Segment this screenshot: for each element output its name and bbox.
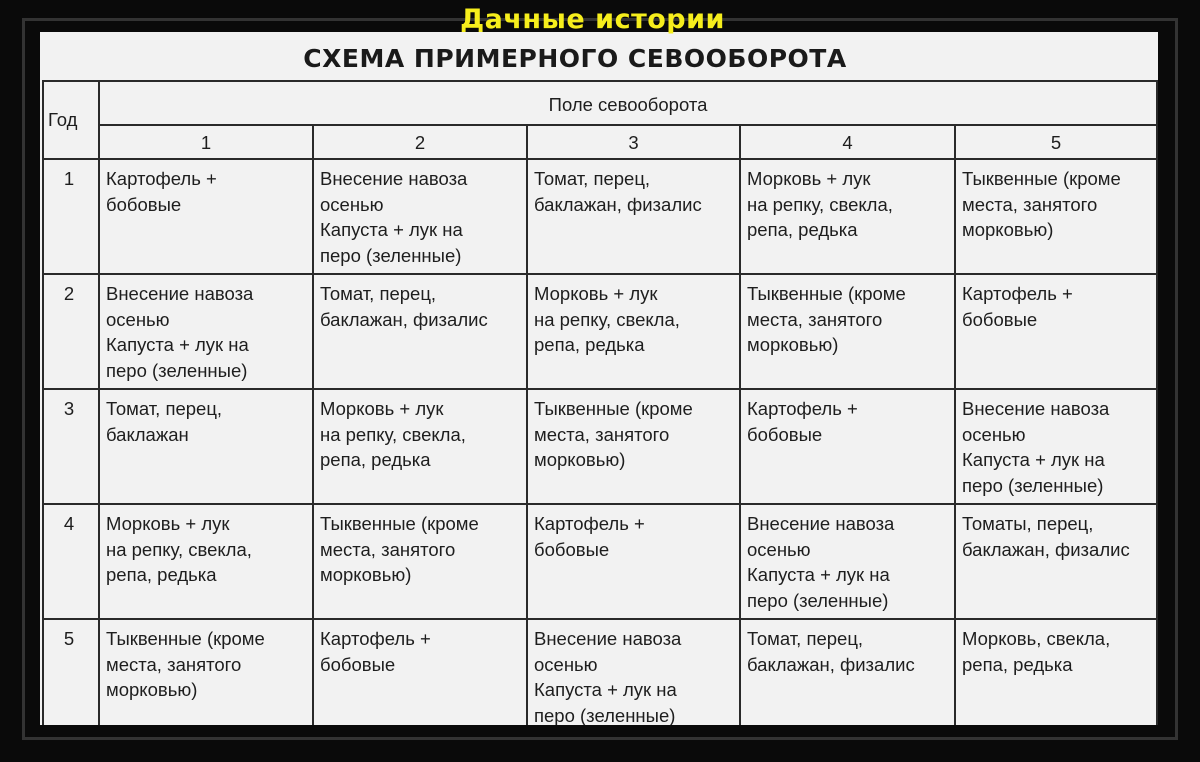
crop-cell-line: Томат, перец,: [747, 628, 864, 649]
crop-cell-line: бобовые: [962, 308, 1038, 330]
crop-cell-line: Картофель +: [534, 513, 645, 534]
crop-cell-line: морковью): [534, 449, 626, 470]
crop-cell-line: морковью): [747, 334, 839, 355]
crop-cell-line: Внесение навоза: [747, 513, 895, 534]
crop-cell-line: осенью: [534, 653, 598, 675]
crop-cell-line: Внесение навоза: [534, 628, 682, 649]
document-title: СХЕМА ПРИМЕРНОГО СЕВООБОРОТА: [303, 44, 847, 73]
field-number-3: 3: [527, 125, 740, 159]
crop-cell-line: Картофель +: [320, 628, 431, 649]
field-number-4: 4: [740, 125, 955, 159]
crop-cell: [99, 619, 313, 725]
year-cell: 5: [43, 619, 99, 725]
crop-cell-line: Морковь + лук: [106, 513, 230, 534]
crop-cell-line: места, занятого: [106, 653, 242, 675]
crop-cell-line: Капуста + лук на: [747, 564, 890, 585]
crop-cell-line: Картофель +: [106, 168, 217, 189]
crop-cell-line: на репку, свекла,: [534, 308, 680, 330]
crop-cell-line: места, занятого: [747, 308, 883, 330]
crop-cell-line: осенью: [747, 538, 811, 560]
crop-cell: [313, 619, 527, 725]
year-cell: 4: [43, 504, 99, 619]
crop-cell: [99, 389, 313, 504]
crop-cell: [955, 274, 1157, 389]
crop-cell: [740, 619, 955, 725]
crop-cell: [955, 504, 1157, 619]
crop-cell: [313, 159, 527, 274]
crop-cell-line: Морковь + лук: [747, 168, 871, 189]
crop-cell-line: Тыквенные (кроме: [320, 513, 479, 534]
crop-cell-line: места, занятого: [962, 193, 1098, 215]
crop-cell-line: бобовые: [106, 193, 182, 215]
crop-cell-line: перо (зеленные): [320, 244, 462, 266]
watermark-title: Дачные истории: [460, 4, 725, 35]
crop-cell: [955, 619, 1157, 725]
crop-cell-line: перо (зеленные): [962, 474, 1104, 496]
crop-cell: [313, 389, 527, 504]
crop-cell-line: Морковь + лук: [534, 283, 658, 304]
crop-cell-line: баклажан, физалис: [534, 193, 702, 215]
crop-cell-line: Томат, перец,: [320, 283, 437, 304]
crop-cell-line: Томат, перец,: [534, 168, 651, 189]
crop-cell-line: бобовые: [320, 653, 396, 675]
crop-cell: [99, 504, 313, 619]
table-row: [43, 504, 1157, 619]
crop-cell-line: на репку, свекла,: [747, 193, 893, 215]
year-cell: 2: [43, 274, 99, 389]
crop-cell: [313, 274, 527, 389]
crop-cell: [527, 389, 740, 504]
crop-cell-line: Тыквенные (кроме: [747, 283, 906, 304]
crop-cell-line: перо (зеленные): [106, 359, 248, 381]
table-row: [43, 389, 1157, 504]
field-column-header: Поле севооборота: [99, 81, 1157, 125]
crop-cell-line: бобовые: [747, 423, 823, 445]
table-row: [43, 619, 1157, 725]
table-row: [43, 274, 1157, 389]
table-row: [43, 159, 1157, 274]
crop-cell-line: баклажан, физалис: [747, 653, 915, 675]
crop-cell-line: Внесение навоза: [320, 168, 468, 189]
crop-cell-line: на репку, свекла,: [320, 423, 466, 445]
crop-cell-line: Морковь + лук: [320, 398, 444, 419]
crop-cell-line: репа, редька: [534, 334, 645, 355]
year-cell: 1: [43, 159, 99, 274]
crop-cell-line: баклажан, физалис: [962, 538, 1130, 560]
crop-cell: [527, 274, 740, 389]
crop-cell-line: осенью: [106, 308, 170, 330]
crop-cell-line: репа, редька: [747, 219, 858, 240]
crop-cell-line: Тыквенные (кроме: [962, 168, 1121, 189]
crop-cell: [955, 159, 1157, 274]
crop-cell: [740, 274, 955, 389]
crop-cell: [955, 389, 1157, 504]
crop-cell-line: осенью: [962, 423, 1026, 445]
field-number-5: 5: [955, 125, 1157, 159]
crop-cell-line: Тыквенные (кроме: [106, 628, 265, 649]
crop-cell: [313, 504, 527, 619]
crop-cell-line: морковью): [106, 679, 198, 700]
field-number-2: 2: [313, 125, 527, 159]
crop-cell: [740, 389, 955, 504]
crop-cell-line: Капуста + лук на: [106, 334, 249, 355]
crop-cell-line: перо (зеленные): [534, 704, 676, 725]
crop-cell-line: места, занятого: [320, 538, 456, 560]
crop-cell-line: репа, редька: [106, 564, 217, 585]
crop-rotation-table: [42, 80, 1158, 725]
crop-cell-line: Томаты, перец,: [962, 513, 1094, 534]
year-cell: 3: [43, 389, 99, 504]
crop-cell-line: перо (зеленные): [747, 589, 889, 611]
crop-cell: [740, 159, 955, 274]
crop-cell: [527, 619, 740, 725]
crop-cell-line: на репку, свекла,: [106, 538, 252, 560]
crop-cell: [99, 159, 313, 274]
crop-cell-line: морковью): [962, 219, 1054, 240]
crop-cell-line: Морковь, свекла,: [962, 628, 1111, 649]
crop-cell-line: Внесение навоза: [106, 283, 254, 304]
table-body: [43, 159, 1157, 725]
crop-cell-line: места, занятого: [534, 423, 670, 445]
crop-cell-line: баклажан, физалис: [320, 308, 488, 330]
crop-cell: [527, 159, 740, 274]
crop-cell-line: Капуста + лук на: [962, 449, 1105, 470]
crop-cell: [99, 274, 313, 389]
crop-cell-line: Внесение навоза: [962, 398, 1110, 419]
crop-cell-line: бобовые: [534, 538, 610, 560]
crop-cell-line: репа, редька: [320, 449, 431, 470]
crop-cell: [740, 504, 955, 619]
crop-cell-line: морковью): [320, 564, 412, 585]
crop-cell-line: Капуста + лук на: [534, 679, 677, 700]
year-column-header: Год: [43, 81, 99, 159]
crop-cell-line: Картофель +: [747, 398, 858, 419]
crop-cell-line: Тыквенные (кроме: [534, 398, 693, 419]
crop-cell-line: Капуста + лук на: [320, 219, 463, 240]
crop-cell: [527, 504, 740, 619]
crop-cell-line: Картофель +: [962, 283, 1073, 304]
field-number-1: 1: [99, 125, 313, 159]
crop-cell-line: баклажан: [106, 423, 189, 445]
crop-rotation-table-wrapper: [42, 80, 1156, 725]
crop-cell-line: репа, редька: [962, 653, 1073, 675]
crop-cell-line: Томат, перец,: [106, 398, 223, 419]
crop-cell-line: осенью: [320, 193, 384, 215]
scanned-page: [40, 32, 1158, 725]
